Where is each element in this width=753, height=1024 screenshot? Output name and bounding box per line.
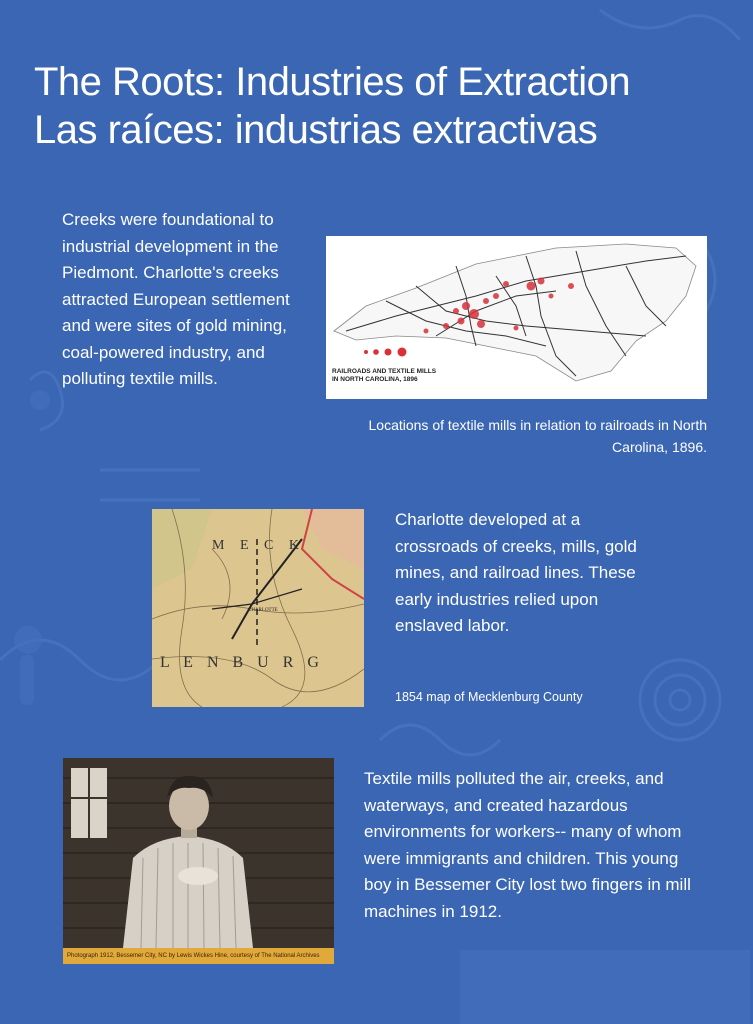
map-title-line2: IN NORTH CAROLINA, 1896 — [332, 376, 418, 383]
crossroads-paragraph: Charlotte developed at a crossroads of creeks, mills, gold mines, and railroad lines. These early industries relied upon enslaved labor. — [395, 510, 637, 635]
creeks-paragraph: Creeks were foundational to industrial development in the Piedmont. Charlotte's creeks attracted European settlement and were sites of gold mining, coal-powered industry, and polluting textile mills. — [62, 210, 290, 388]
page-title — [34, 58, 734, 154]
mecklenburg-map-caption: 1854 map of Mecklenburg County — [395, 690, 583, 704]
map-word-charlotte: CHARLOTTE — [248, 608, 278, 613]
textile-paragraph: Textile mills polluted the air, creeks, and waterways, and created hazardous environments for workers-- many of whom were immigrants and children. This young boy in Bessemer City lost two fingers in mill machines in 1912. — [364, 769, 691, 921]
mecklenburg-1854-map — [152, 509, 364, 707]
railroad-map-caption: Locations of textile mills in relation to railroads in North Carolina, 1896. — [368, 417, 707, 455]
map-word-lenburg: L E N B U R G — [160, 654, 324, 671]
railroad-textile-map — [326, 236, 707, 399]
photo-credit: Photograph 1912, Bessemer City, NC by Lewis Wickes Hine, courtesy of The National Archives — [63, 948, 334, 964]
bessemer-city-photo — [63, 758, 334, 964]
title-english: The Roots: Industries of Extraction — [34, 60, 631, 104]
map-word-meck: M E C K — [212, 538, 305, 553]
title-spanish: Las raíces: industrias extractivas — [34, 108, 598, 152]
map-title-line1: RAILROADS AND TEXTILE MILLS — [332, 368, 437, 375]
